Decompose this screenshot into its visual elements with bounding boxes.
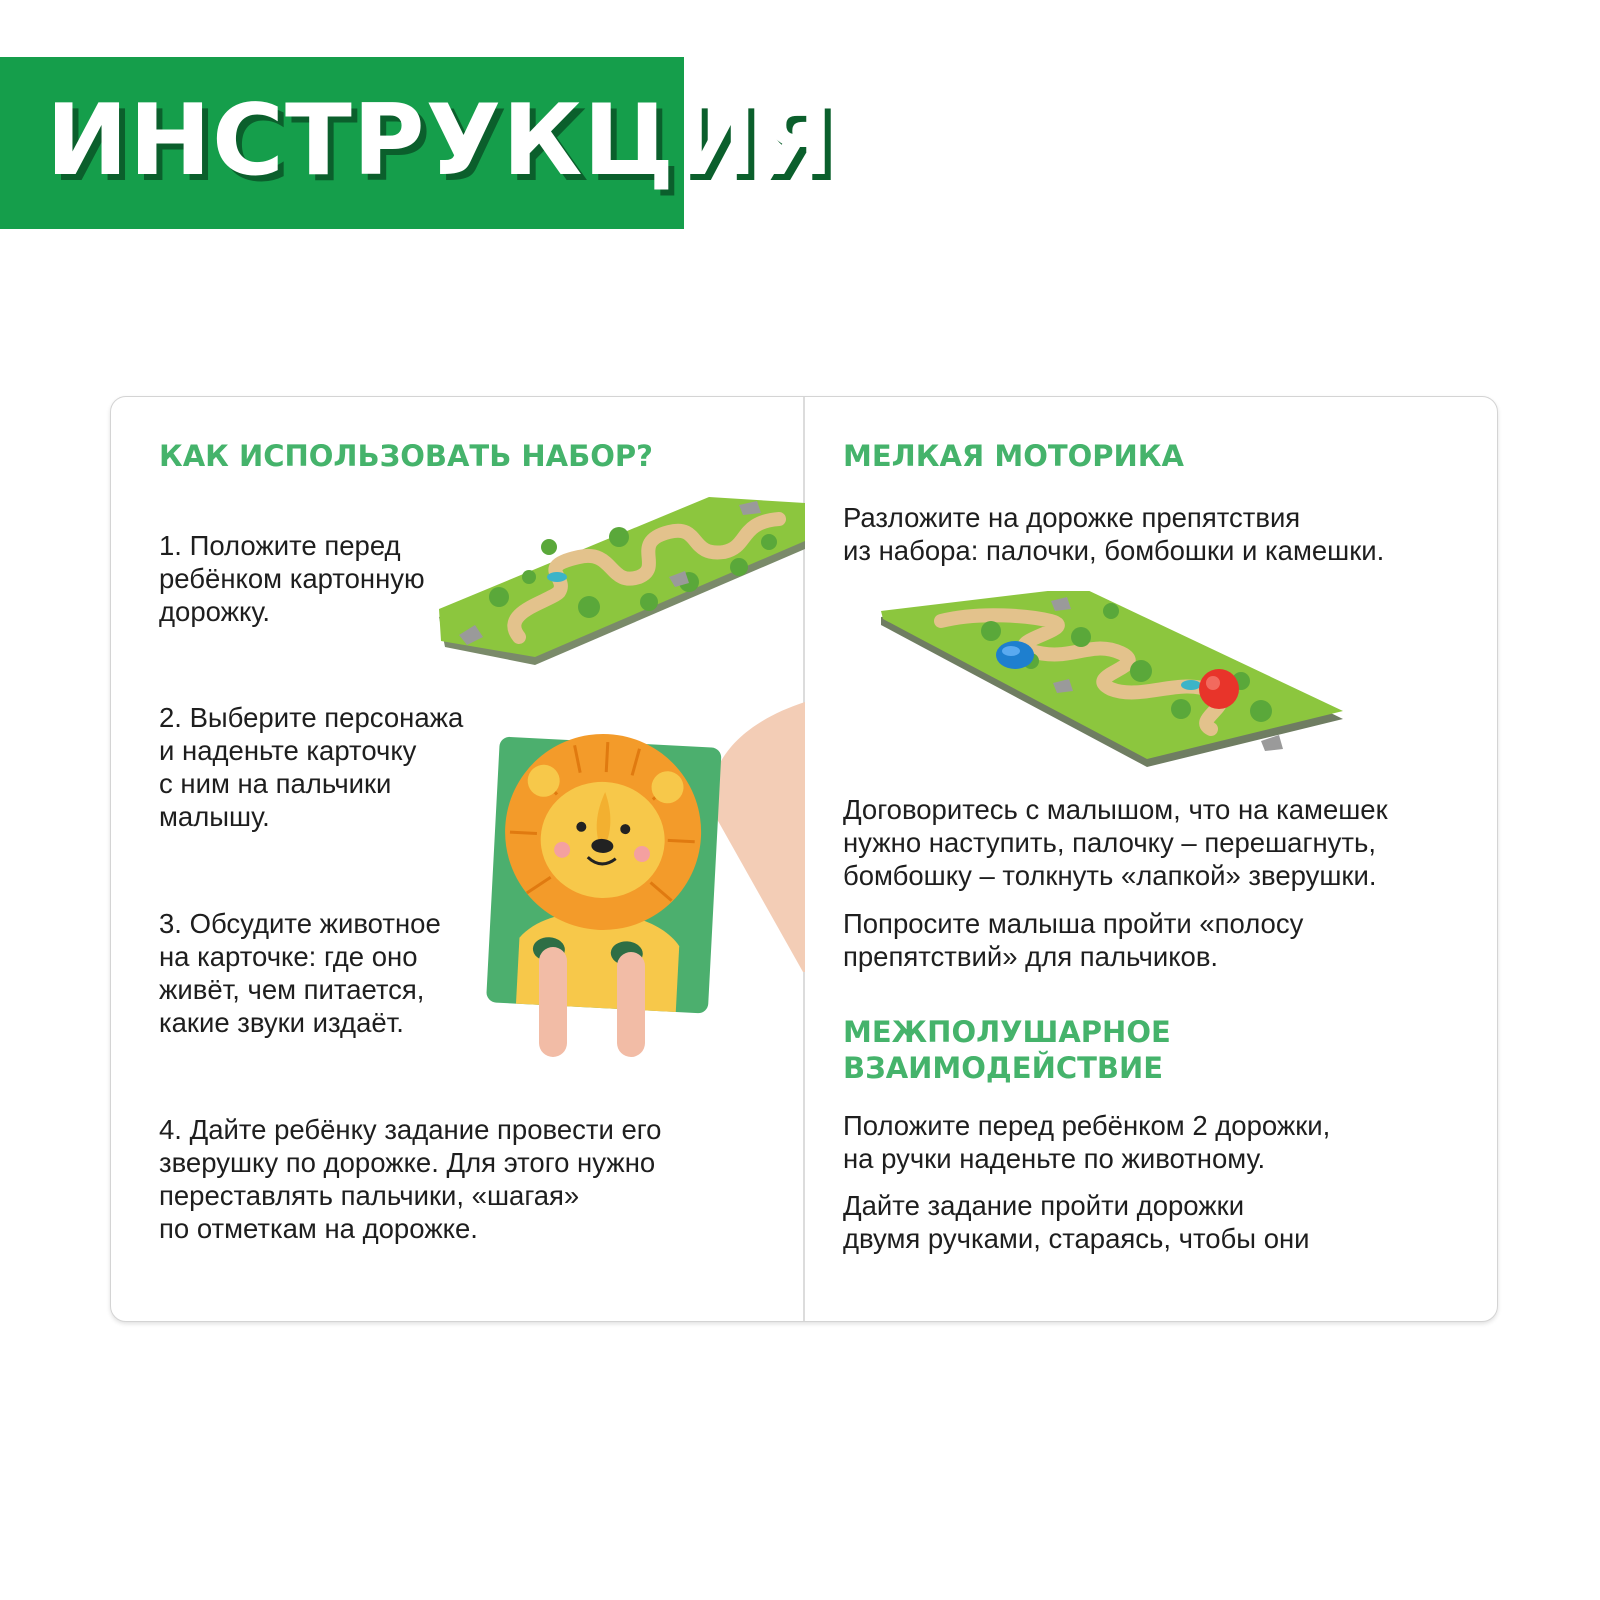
track-with-obstacles-illustration <box>881 591 1343 771</box>
left-heading: КАК ИСПОЛЬЗОВАТЬ НАБОР? <box>159 439 653 473</box>
fine-motor-heading: МЕЛКАЯ МОТОРИКА <box>843 439 1184 473</box>
step-4-text: 4. Дайте ребёнку задание провести его зверушку по дорожке. Для этого нужно переставлять пальчики, «шагая» по отметкам на дорожке. <box>159 1114 662 1244</box>
hemisphere-paragraph-2: Дайте задание пройти дорожки двумя ручками, стараясь, чтобы они <box>843 1190 1310 1254</box>
hemisphere-paragraph-1: Положите перед ребёнком 2 дорожки, на ручки наденьте по животному. <box>843 1110 1331 1174</box>
hemisphere-heading-line-2: ВЗАИМОДЕЙСТВИЕ <box>843 1051 1164 1085</box>
fine-motor-paragraph-1: Договоритесь с малышом, что на камешек нужно наступить, палочку – перешагнуть, бомбошку – толкнуть «лапкой» зверушки. <box>843 794 1388 891</box>
fine-motor-paragraph-2: Попросите малыша пройти «полосу препятствий» для пальчиков. <box>843 908 1304 972</box>
hemisphere-heading-line-1: МЕЖПОЛУШАРНОЕ <box>843 1015 1171 1049</box>
step-1-text: 1. Положите перед ребёнком картонную дорожку. <box>159 530 425 627</box>
cardboard-track-illustration <box>439 497 805 667</box>
step-3-text: 3. Обсудите животное на карточке: где оно живёт, чем питается, какие звуки издаёт. <box>159 908 441 1038</box>
instruction-booklet <box>110 396 1498 1322</box>
step-2-text: 2. Выберите персонажа и наденьте карточку с ним на пальчики малышу. <box>159 702 464 832</box>
lion-finger-card-illustration <box>483 702 805 1062</box>
page-title: ИНСТРУКЦИЯ <box>46 84 835 198</box>
fine-motor-intro: Разложите на дорожке препятствия из набора: палочки, бомбошки и камешки. <box>843 502 1385 566</box>
